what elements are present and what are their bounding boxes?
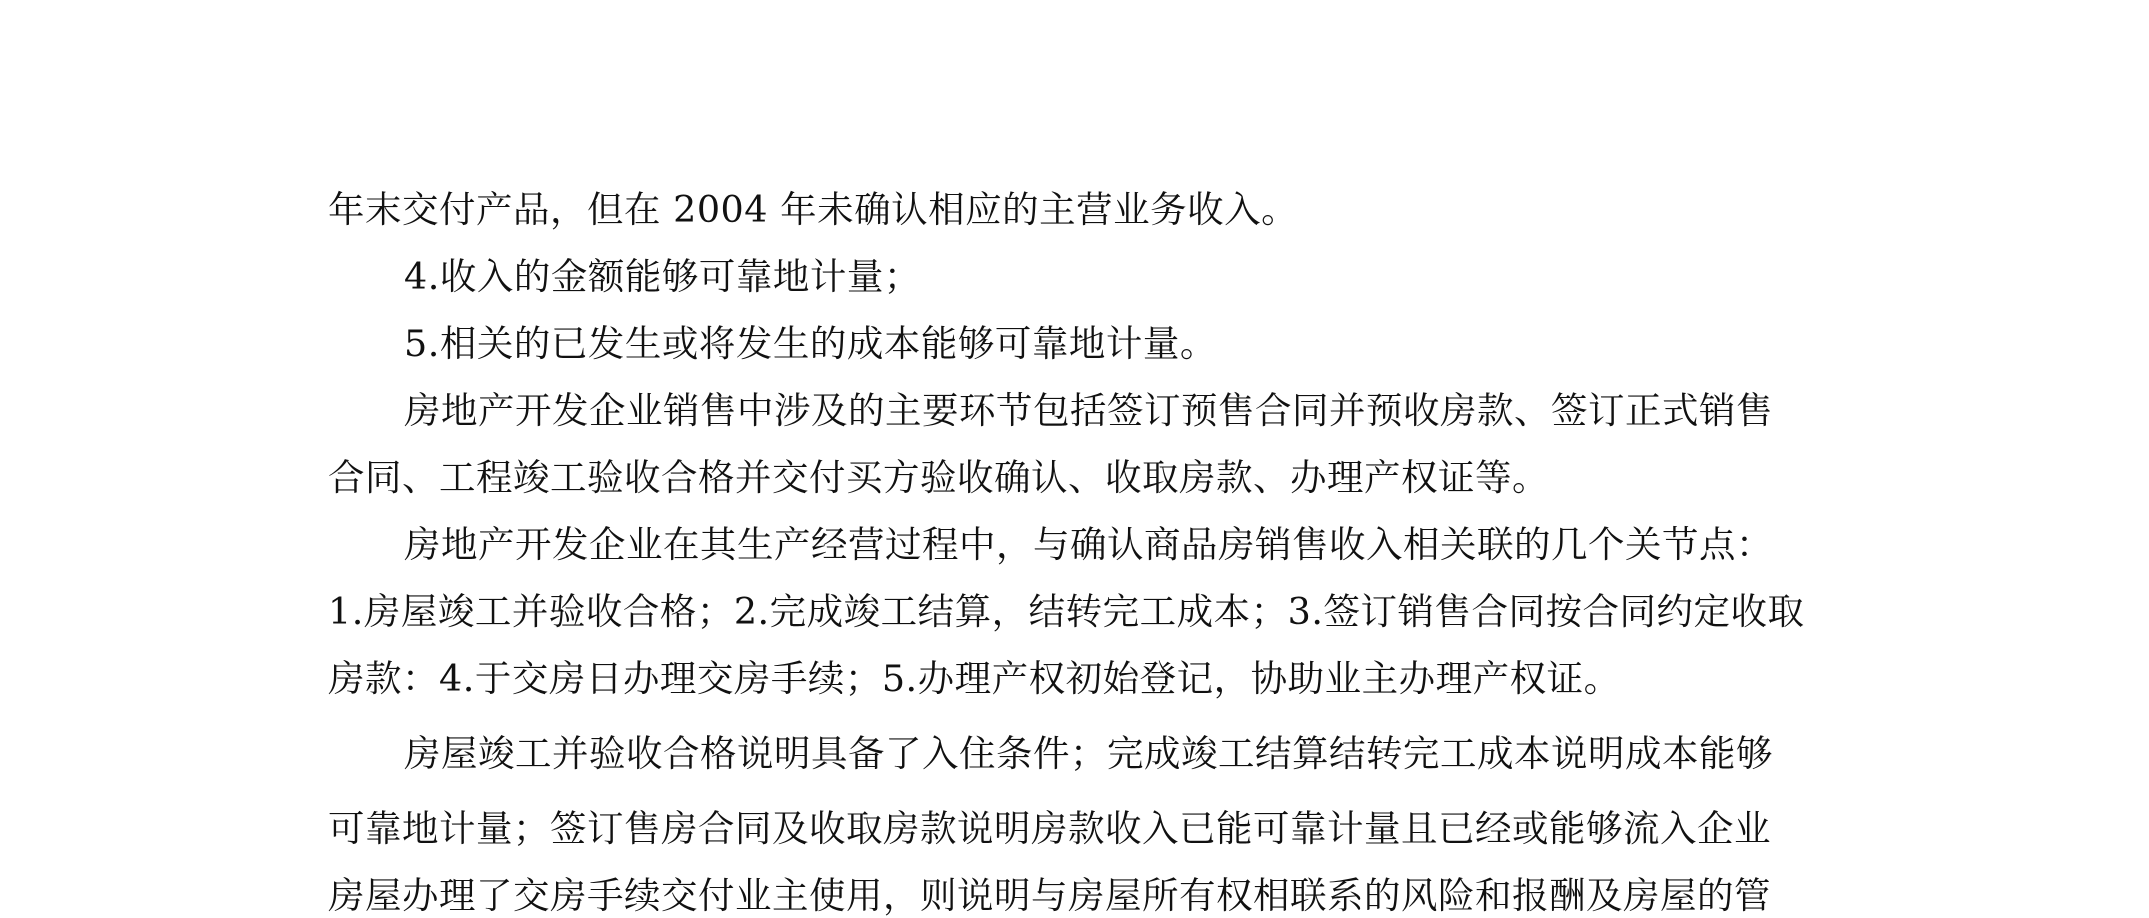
text-line-9: 房屋竣工并验收合格说明具备了入住条件；完成竣工结算结转完工成本说明成本能够: [404, 732, 1773, 775]
text-line-3: 5.相关的已发生或将发生的成本能够可靠地计量。: [404, 322, 1217, 365]
text-line-5: 合同、工程竣工验收合格并交付买方验收确认、收取房款、办理产权证等。: [328, 456, 1549, 499]
text-line-7: 1.房屋竣工并验收合格；2.完成竣工结算，结转完工成本；3.签订销售合同按合同约定收取: [328, 590, 1805, 633]
text-line-8: 房款：4.于交房日办理交房手续；5.办理产权初始登记，协助业主办理产权证。: [328, 657, 1621, 700]
text-line-4: 房地产开发企业销售中涉及的主要环节包括签订预售合同并预收房款、签订正式销售: [404, 389, 1773, 432]
text-line-6: 房地产开发企业在其生产经营过程中，与确认商品房销售收入相关联的几个关节点：: [404, 523, 1773, 566]
text-line-2: 4.收入的金额能够可靠地计量；: [404, 255, 921, 298]
text-line-1: 年末交付产品，但在 2004 年未确认相应的主营业务收入。: [328, 188, 1299, 231]
text-line-10: 可靠地计量；签订售房合同及收取房款说明房款收入已能可靠计量且已经或能够流入企业: [328, 807, 1771, 850]
text-line-11: 房屋办理了交房手续交付业主使用，则说明与房屋所有权相联系的风险和报酬及房屋的管: [328, 874, 1771, 917]
